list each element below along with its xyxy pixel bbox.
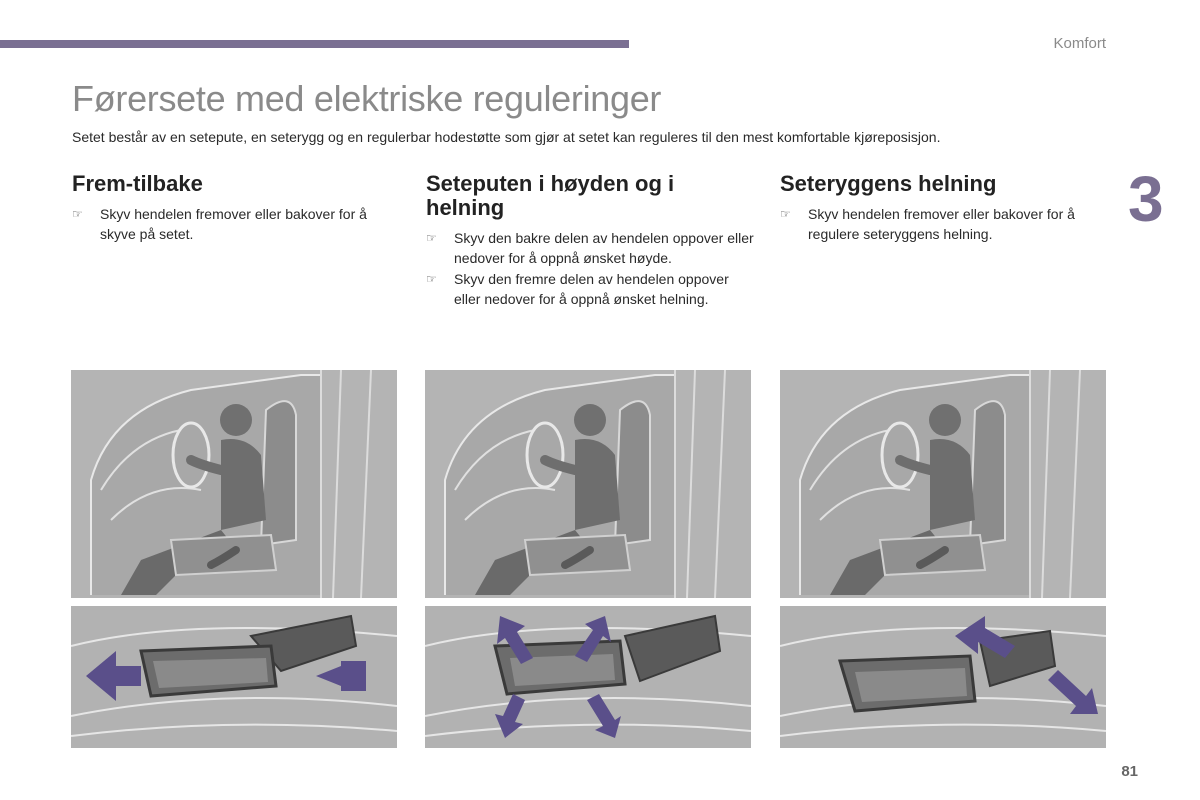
chapter-number: 3	[1128, 163, 1164, 235]
pointing-hand-icon: ☞	[780, 207, 791, 221]
lever-detail-backrest	[780, 606, 1106, 748]
driver-seat-illustration	[780, 370, 1106, 598]
intro-text: Setet består av en setepute, en seterygg og en regulerbar hodestøtte som gjør at setet kan reguleres til den mest komfortable kjøreposisjon.	[72, 129, 941, 145]
instruction-text: Skyv hendelen fremover eller bakover for å skyve på setet.	[100, 206, 367, 242]
header-accent-bar	[0, 40, 629, 48]
column-seteputen	[426, 172, 756, 310]
pointing-hand-icon: ☞	[72, 207, 83, 221]
column-heading: Seteryggens helning	[780, 171, 997, 196]
list-item	[426, 269, 756, 309]
pointing-hand-icon: ☞	[426, 231, 437, 245]
column-frem-tilbake	[72, 172, 402, 245]
instruction-list	[780, 204, 1110, 244]
list-item	[780, 204, 1110, 244]
driver-seat-illustration	[425, 370, 751, 598]
lever-detail-height-tilt	[425, 606, 751, 748]
column-heading: Seteputen i høyden og i helning	[426, 171, 675, 220]
list-item	[426, 228, 756, 268]
lever-detail-fore-aft	[71, 606, 397, 748]
page-title: Førersete med elektriske reguleringer	[72, 78, 662, 119]
instruction-text: Skyv den bakre delen av hendelen oppover eller nedover for å oppnå ønsket høyde.	[454, 230, 754, 266]
section-label: Komfort	[1053, 35, 1106, 52]
instruction-list	[426, 228, 756, 309]
page-number: 81	[1121, 763, 1138, 780]
column-seteryggens-helning	[780, 172, 1110, 245]
instruction-text: Skyv hendelen fremover eller bakover for å regulere seteryggens helning.	[808, 206, 1075, 242]
instruction-text: Skyv den fremre delen av hendelen oppover eller nedover for å oppnå ønsket helning.	[454, 271, 729, 307]
instruction-list	[72, 204, 402, 244]
list-item	[72, 204, 402, 244]
driver-seat-illustration	[71, 370, 397, 598]
column-heading: Frem-tilbake	[72, 171, 203, 196]
pointing-hand-icon: ☞	[426, 272, 437, 286]
